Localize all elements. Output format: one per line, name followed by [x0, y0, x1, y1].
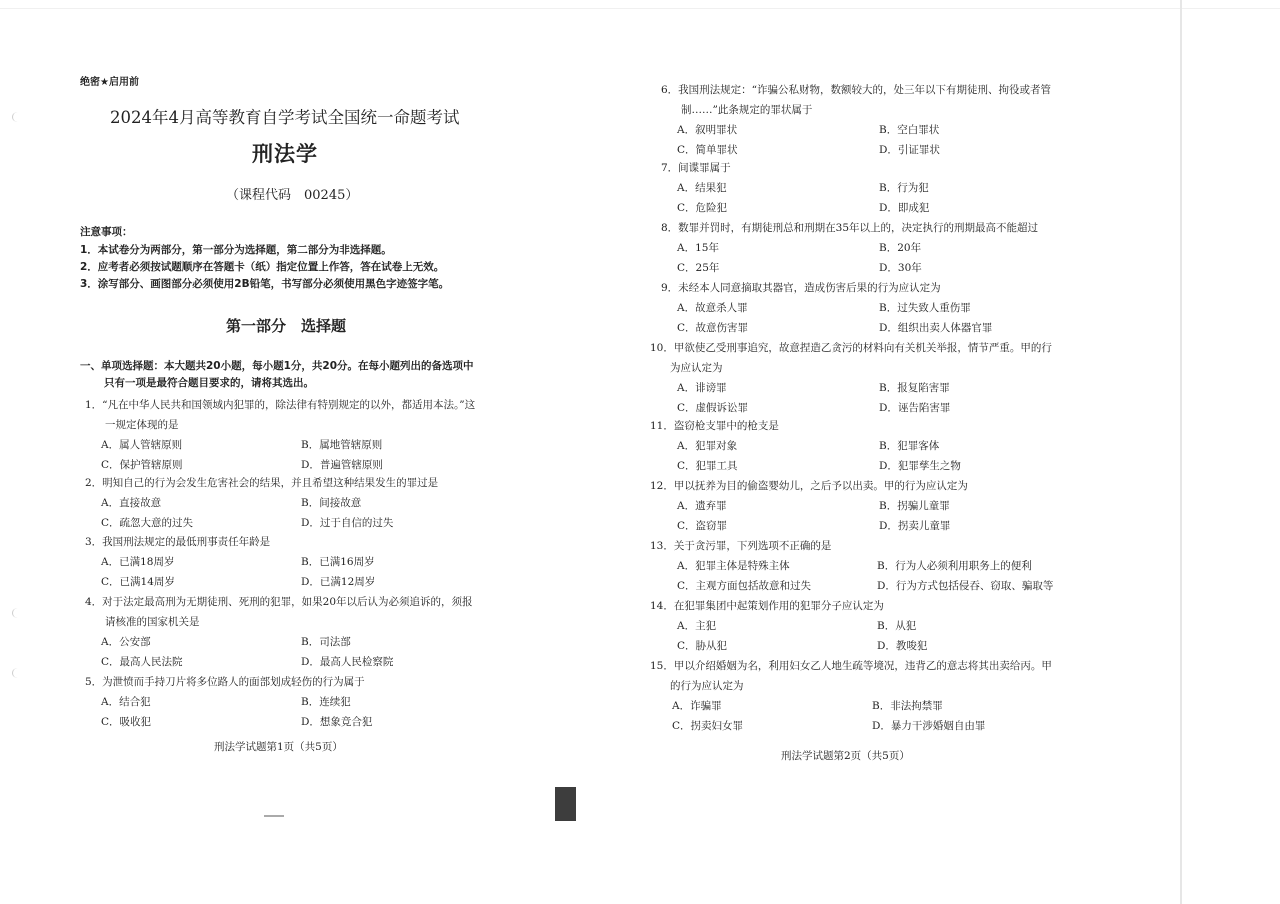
option-d: D．即成犯 — [879, 202, 930, 214]
option-d: D．犯罪孳生之物 — [879, 460, 961, 472]
option-c: C．简单罪状 — [677, 144, 738, 156]
question-stem-cont: 请核准的国家机关是 — [105, 616, 200, 628]
question-13 — [650, 536, 1090, 596]
option-a: A．结果犯 — [677, 182, 727, 194]
option-c: C．故意伤害罪 — [677, 322, 749, 334]
punch-hole-mark — [12, 668, 23, 678]
option-b: B．20年 — [879, 242, 922, 254]
question-7 — [661, 158, 1091, 218]
page-footer: 刑法学试题第2页（共5页） — [781, 750, 910, 762]
question-2 — [85, 473, 515, 533]
option-c: C．最高人民法院 — [101, 656, 183, 668]
option-a: A．诽谤罪 — [677, 382, 727, 394]
option-c: C．危险犯 — [677, 202, 728, 214]
question-stem: 1．“凡在中华人民共和国领域内犯罪的，除法律有特别规定的以外，都适用本法。”这 — [85, 399, 476, 411]
option-a: A．已满18周岁 — [101, 556, 175, 568]
course-code: （课程代码 00245） — [226, 188, 359, 203]
option-b: B．连续犯 — [301, 696, 351, 708]
question-stem-cont: 一规定体现的是 — [105, 419, 179, 431]
notice-item: 2．应考者必须按试题顺序在答题卡（纸）指定位置上作答，答在试卷上无效。 — [80, 261, 445, 273]
question-15 — [650, 656, 1090, 736]
option-d: D．最高人民检察院 — [301, 656, 394, 668]
option-a: A．属人管辖原则 — [101, 439, 183, 451]
option-b: B．行为犯 — [879, 182, 929, 194]
option-d: D．想象竞合犯 — [301, 716, 373, 728]
question-stem: 10．甲欲使乙受刑事追究，故意捏造乙贪污的材料向有关机关举报，情节严重。甲的行 — [650, 342, 1052, 354]
notice-item: 1．本试卷分为两部分，第一部分为选择题，第二部分为非选择题。 — [80, 244, 392, 256]
question-stem: 8．数罪并罚时，有期徒刑总和刑期在35年以上的，决定执行的刑期最高不能超过 — [661, 222, 1039, 234]
secret-mark: 绝密★启用前 — [80, 77, 139, 88]
option-a: A．犯罪主体是特殊主体 — [677, 560, 790, 572]
option-b: B．空白罪状 — [879, 124, 940, 136]
option-c: C．虚假诉讼罪 — [677, 402, 749, 414]
option-b: B．司法部 — [301, 636, 351, 648]
question-stem: 2．明知自己的行为会发生危害社会的结果，并且希望这种结果发生的罪过是 — [85, 477, 439, 489]
question-14 — [650, 596, 1090, 656]
punch-hole-mark — [12, 608, 23, 618]
section-intro — [80, 358, 510, 392]
option-d: D．过于自信的过失 — [301, 517, 394, 529]
question-stem: 6．我国刑法规定：“诈骗公私财物，数额较大的，处三年以下有期徒刑、拘役或者管 — [661, 84, 1052, 96]
option-c: C．犯罪工具 — [677, 460, 738, 472]
question-stem-cont: 的行为应认定为 — [670, 680, 744, 692]
question-stem: 12．甲以抚养为目的偷盗婴幼儿，之后予以出卖。甲的行为应认定为 — [650, 480, 968, 492]
option-a: A．故意杀人罪 — [677, 302, 748, 314]
question-stem-cont: 制……”此条规定的罪状属于 — [681, 104, 813, 116]
option-a: A．叙明罪状 — [677, 124, 738, 136]
option-d: D．暴力干涉婚姻自由罪 — [872, 720, 986, 732]
option-d: D．30年 — [879, 262, 922, 274]
option-a: A．犯罪对象 — [677, 440, 738, 452]
option-a: A．结合犯 — [101, 696, 151, 708]
option-a: A．主犯 — [677, 620, 717, 632]
option-d: D．拐卖儿童罪 — [879, 520, 951, 532]
option-c: C．拐卖妇女罪 — [672, 720, 744, 732]
option-d: D．行为方式包括侵吞、窃取、骗取等 — [877, 580, 1054, 592]
option-c: C．疏忽大意的过失 — [101, 517, 194, 529]
punch-hole-mark — [12, 112, 23, 122]
scan-edge-top — [0, 8, 1280, 9]
option-b: B．报复陷害罪 — [879, 382, 950, 394]
option-d: D．引证罪状 — [879, 144, 940, 156]
question-8 — [661, 218, 1091, 278]
option-c: C．盗窃罪 — [677, 520, 728, 532]
option-d: D．诬告陷害罪 — [879, 402, 951, 414]
subject-title: 刑法学 — [252, 142, 318, 166]
question-12 — [650, 476, 1090, 536]
question-11 — [650, 416, 1090, 476]
option-b: B．已满16周岁 — [301, 556, 375, 568]
question-4 — [85, 592, 515, 672]
question-stem-cont: 为应认定为 — [670, 362, 723, 374]
scan-registration-mark — [555, 787, 576, 821]
option-c: C．25年 — [677, 262, 720, 274]
section-intro-line: 一、单项选择题：本大题共20小题，每小题1分，共20分。在每小题列出的备选项中 — [80, 360, 474, 372]
question-stem: 14．在犯罪集团中起策划作用的犯罪分子应认定为 — [650, 600, 884, 612]
question-stem: 5．为泄愤而手持刀片将多位路人的面部划成轻伤的行为属于 — [85, 676, 365, 688]
option-b: B．行为人必须利用职务上的便利 — [877, 560, 1032, 572]
option-d: D．教唆犯 — [877, 640, 928, 652]
option-d: D．普遍管辖原则 — [301, 459, 383, 471]
question-5 — [85, 672, 515, 732]
exam-title: 2024年4月高等教育自学考试全国统一命题考试 — [110, 108, 460, 127]
scan-edge-right — [1180, 0, 1182, 904]
option-c: C．主观方面包括故意和过失 — [677, 580, 812, 592]
page-footer: 刑法学试题第1页（共5页） — [214, 741, 343, 753]
notice-item: 3．涂写部分、画图部分必须使用2B铅笔，书写部分必须使用黑色字迹签字笔。 — [80, 278, 450, 290]
question-9 — [661, 278, 1091, 338]
option-c: C．吸收犯 — [101, 716, 152, 728]
option-a: A．直接故意 — [101, 497, 162, 509]
option-b: B．拐骗儿童罪 — [879, 500, 950, 512]
question-stem: 13．关于贪污罪，下列选项不正确的是 — [650, 540, 832, 552]
question-10 — [650, 338, 1090, 418]
option-b: B．属地管辖原则 — [301, 439, 383, 451]
part-title: 第一部分 选择题 — [226, 317, 347, 335]
option-c: C．保护管辖原则 — [101, 459, 183, 471]
option-a: A．诈骗罪 — [672, 700, 722, 712]
question-stem: 11．盗窃枪支罪中的枪支是 — [650, 420, 779, 432]
option-b: B．非法拘禁罪 — [872, 700, 943, 712]
option-a: A．遗弃罪 — [677, 500, 727, 512]
question-1 — [85, 395, 515, 475]
question-3 — [85, 532, 515, 592]
question-stem: 15．甲以介绍婚姻为名，利用妇女乙人地生疏等境况，违背乙的意志将其出卖给丙。甲 — [650, 660, 1052, 672]
question-stem: 3．我国刑法规定的最低刑事责任年龄是 — [85, 536, 271, 548]
option-d: D．已满12周岁 — [301, 576, 376, 588]
question-6 — [661, 80, 1091, 160]
option-b: B．间接故意 — [301, 497, 362, 509]
option-b: B．过失致人重伤罪 — [879, 302, 971, 314]
question-stem: 7．间谍罪属于 — [661, 162, 731, 174]
scan-dash-mark — [264, 815, 284, 817]
option-b: B．从犯 — [877, 620, 917, 632]
notice-heading: 注意事项： — [80, 226, 133, 238]
option-c: C．胁从犯 — [677, 640, 728, 652]
option-d: D．组织出卖人体器官罪 — [879, 322, 993, 334]
question-stem: 9．未经本人同意摘取其器官，造成伤害后果的行为应认定为 — [661, 282, 941, 294]
option-b: B．犯罪客体 — [879, 440, 940, 452]
option-c: C．已满14周岁 — [101, 576, 175, 588]
option-a: A．15年 — [677, 242, 719, 254]
question-stem: 4．对于法定最高刑为无期徒刑、死刑的犯罪，如果20年以后认为必须追诉的，须报 — [85, 596, 473, 608]
section-intro-line: 只有一项是最符合题目要求的，请将其选出。 — [104, 377, 314, 389]
option-a: A．公安部 — [101, 636, 151, 648]
